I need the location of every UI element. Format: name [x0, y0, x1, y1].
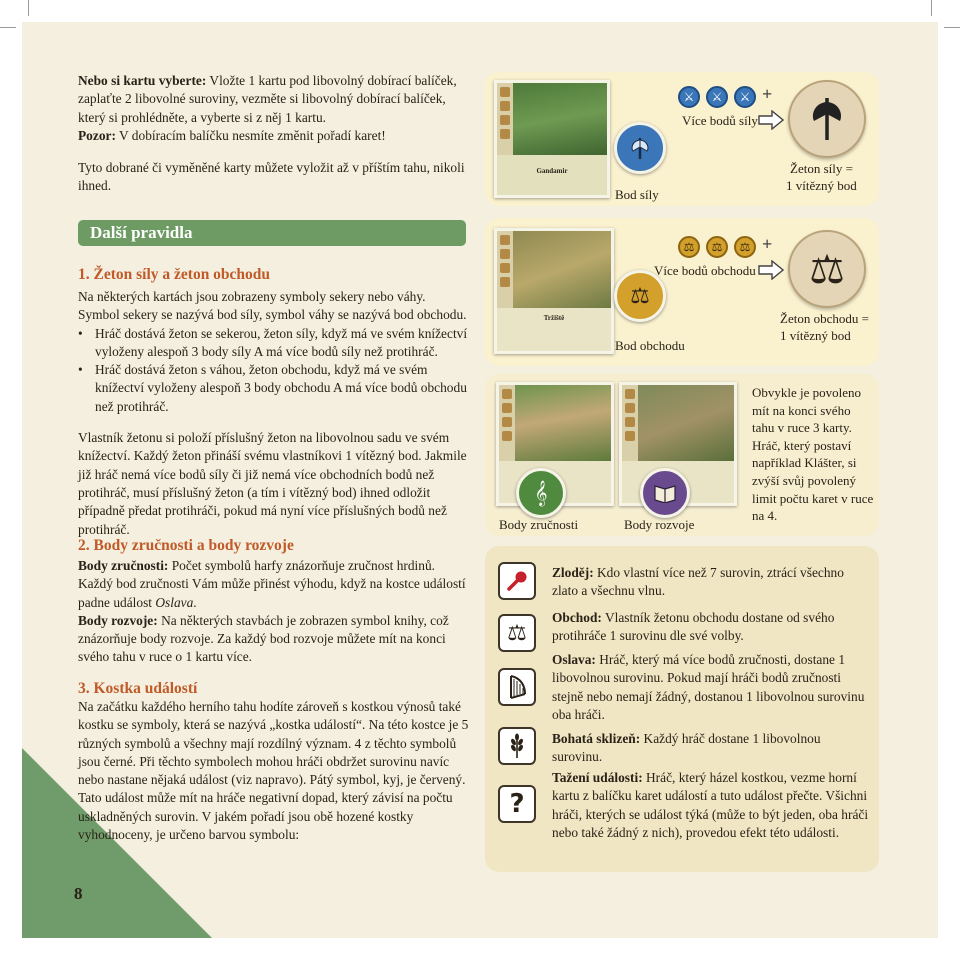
harp-icon: 𝄞 [516, 468, 566, 518]
intro-paragraph-1: Nebo si kartu vyberte: Vložte 1 kartu pod libovolný dobírací balíček, zaplaťte 2 libovolné suroviny, vezměte si libovolný dobírací balíček, který si prohlédněte, a vyberte si z něj 1 kartu. [78, 73, 457, 125]
scales-icon: ⚖ [734, 236, 756, 258]
scales-icon: ⚖ [614, 270, 666, 322]
club-icon [498, 562, 536, 600]
crop-mark [28, 0, 29, 16]
card-name: Tržiště [543, 313, 565, 322]
axe-icon [614, 122, 666, 174]
more-strength-label: Více bodů síly [682, 113, 758, 128]
section-3-paragraph: Na začátku každého herního tahu hodíte zároveň s kostkou výnosů také kostku se symboly, která se nazývá „kostka událostí“. Na této kostce je 5 různých symbolů a všechny mají rozdílný význam. 4 z těchto symbolů jsou černé. Při těchto symbolech mohou hráči obdržet surovinu navíc nebo nastane nějaká událost (viz napravo). Pátý symbol, kyj, je červený. Tato událost může mít na hráče negativní dopad, který závisí na počtu uskladněných surovin. V jakém pořadí jsou obě hozené kostky vyhodnoceny, je určeno barvou symbolu: [78, 699, 469, 843]
skill-points-paragraph: Body zručnosti: Počet symbolů harfy znázorňuje zručnost hrdinů. Každý bod zručnosti Vám může přinést výhodu, když na kostce událostí padne událost Oslava. [78, 558, 466, 610]
bullet-item: • Hráč dostává žeton s váhou, žeton obchodu, když má ve svém knížectví vyloženy alespoň 3 body obchodu A má více bodů obchodu než protihráč. [78, 361, 470, 416]
plus-sign: + [762, 234, 773, 254]
section-1-bullets [78, 325, 470, 416]
strength-token-label-2: 1 vítězný bod [786, 178, 857, 193]
bullet-item: • Hráč dostává žeton se sekerou, žeton síly, když má ve svém knížectví vyloženy alespoň 3 body síly A má více bodů síly než protihráč. [78, 325, 470, 362]
trade-token-icon: ⚖ [788, 230, 866, 308]
question-icon: ? [498, 785, 536, 823]
event-harvest: Bohatá sklizeň: Každý hráč dostane 1 libovolnou surovinu. [552, 731, 821, 765]
section-1-title: 1. Žeton síly a žeton obchodu [78, 266, 271, 283]
section-1-paragraph-2: Vlastník žetonu si položí příslušný žeton na libovolnou sadu ve svém knížectví. Každý žeton přináší svému vlastníkovi 1 vítězný bod. Jakmile již hráč nemá více bodů síly či již nemá více obchodních bodů než protihráč, musí příslušný žeton (a tím i vítězný bod) ihned odložit případně předat protihráči, pokud má nyní více příslušných bodů než protihráč. [78, 430, 467, 537]
section-banner: Další pravidla [78, 220, 466, 246]
page-number: 8 [74, 884, 83, 903]
axe-icon: ⚔ [734, 86, 756, 108]
event-celebration: Oslava: Hráč, který má více bodů zručnosti, dostane 1 libovolnou surovinu. Pokud mají hráči bodů zručnosti stejně nebo nemají žádný, dostanou 1 libovolnou surovinu oba hráči. [552, 652, 865, 722]
intro-block [78, 72, 470, 196]
progress-points-paragraph: Body rozvoje: Na některých stavbách je zobrazen symbol knihy, což znázorňuje body rozvoje. Za každý bod rozvoje můžete mít na konci svého tahu v ruce o 1 kartu více. [78, 612, 449, 665]
crop-mark [944, 27, 960, 28]
wheat-icon [498, 727, 536, 765]
section-2-body [78, 557, 470, 667]
more-trade-label: Více bodů obchodu [654, 263, 756, 278]
event-thief: Zloděj: Kdo vlastní více než 7 surovin, ztrácí všechno zlato a všechnu vlnu. [552, 565, 844, 599]
crop-mark [0, 27, 16, 28]
plus-sign: + [762, 84, 773, 104]
intro-paragraph-3: Tyto dobrané či vyměněné karty můžete vyložit až v příštím tahu, nikoli ihned. [78, 160, 465, 194]
card-name: Gandamir [536, 166, 568, 175]
scales-icon: ⚖ [498, 614, 536, 652]
trade-point-label: Bod obchodu [615, 338, 685, 353]
market-card [494, 228, 614, 354]
gandamir-card [494, 80, 610, 198]
crop-mark [931, 0, 932, 16]
section-3-title: 3. Kostka událostí [78, 680, 198, 697]
section-1-body [78, 288, 470, 539]
axe-icon: ⚔ [678, 86, 700, 108]
event-trade: Obchod: Vlastník žetonu obchodu dostane od svého protihráče 1 surovinu dle své volby. [552, 610, 835, 644]
strength-token-label-1: Žeton síly = [790, 161, 853, 176]
section-2-title: 2. Body zručnosti a body rozvoje [78, 537, 294, 554]
section-1-paragraph: Na některých kartách jsou zobrazeny symboly sekery nebo váhy. Symbol sekery se nazývá bod síly, symbol váhy se nazývá bod obchodu. [78, 289, 467, 323]
trade-token-label-1: Žeton obchodu = [780, 311, 869, 326]
strength-token-icon [788, 80, 866, 158]
skill-points-label: Body zručnosti [499, 517, 579, 532]
strength-point-label: Bod síly [615, 187, 659, 202]
scales-icon: ⚖ [706, 236, 728, 258]
event-draw: Tažení události: Hráč, který házel kostkou, vezme horní kartu z balíčku karet událostí a tuto událost přečte. Všichni hráči, kterých se událost týká (může to být jeden, oba hráči nebo také žádný z nich), provedou efekt této události. [552, 770, 869, 840]
arrow-right-icon [758, 260, 784, 280]
harp-icon [498, 668, 536, 706]
scales-icon: ⚖ [678, 236, 700, 258]
hand-limit-note: Obvykle je povoleno mít na konci svého tahu v ruce 3 karty. Hráč, který postaví například Klášter, si zvýší svůj povolený limit počtu karet v ruce na 4. [752, 385, 874, 524]
axe-icon: ⚔ [706, 86, 728, 108]
trade-token-label-2: 1 vítězný bod [780, 328, 851, 343]
progress-points-label: Body rozvoje [624, 517, 695, 532]
book-icon [640, 468, 690, 518]
intro-paragraph-2: Pozor: V dobíracím balíčku nesmíte změnit pořadí karet! [78, 127, 386, 143]
arrow-right-icon [758, 110, 784, 130]
